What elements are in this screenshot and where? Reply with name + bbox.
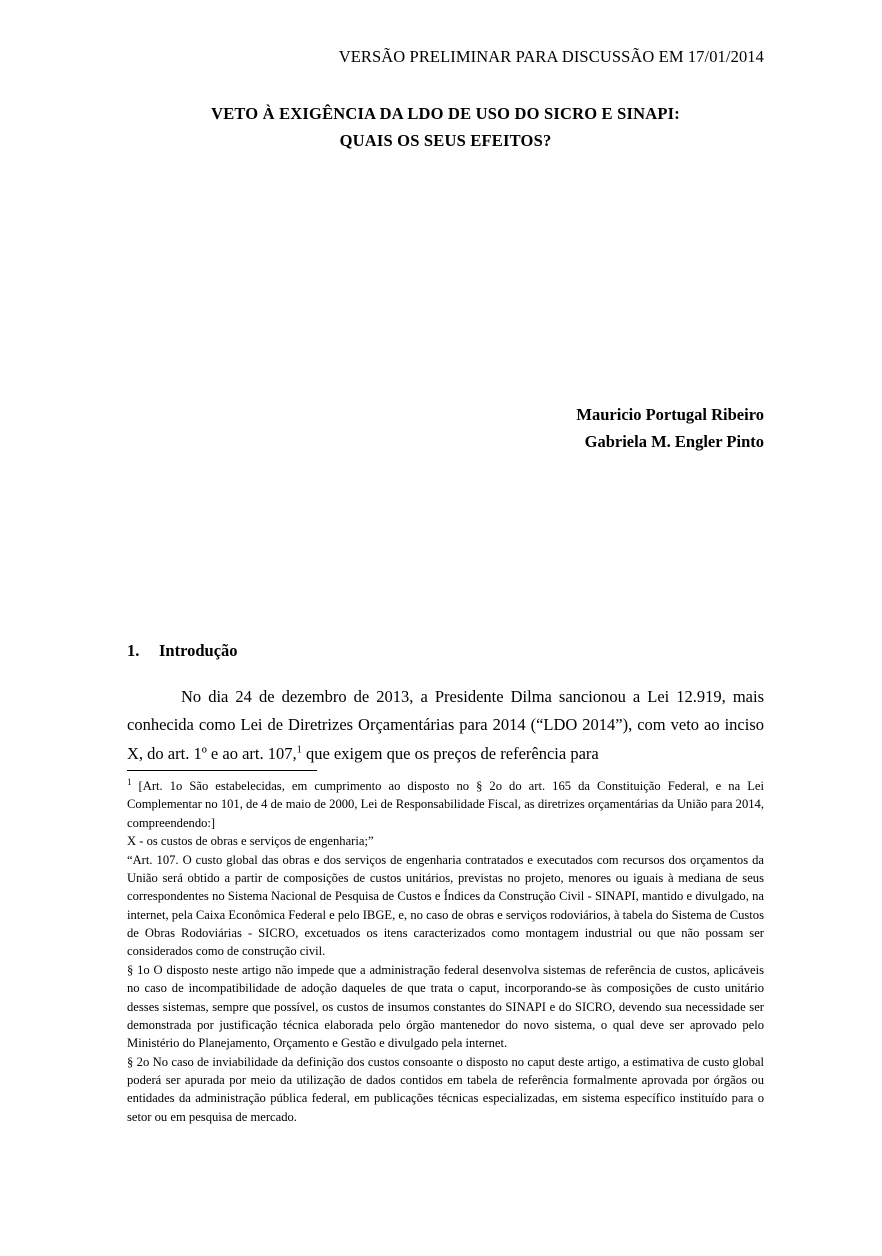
document-header-version-note: VERSÃO PRELIMINAR PARA DISCUSSÃO EM 17/01/2014 (338, 47, 764, 66)
footnote-text: § 2o No caso de inviabilidade da definição dos custos consoante o disposto no caput deste artigo, a estimativa de custo global poderá ser apurada por meio da utilização de dados contidos em tabela de referência formalmente aprovada por órgãos ou entidades da administração pública federal, em publicações técnicas especializadas, em sistema específico instituído para o setor ou em pesquisa de mercado. (127, 1054, 764, 1124)
footnote-area (127, 770, 764, 1126)
footnote-text: “Art. 107. O custo global das obras e dos serviços de engenharia contratados e executados com recursos dos orçamentos da União será obtido a partir de composições de custos unitários, previstas no projeto, menores ou iguais à mediana de seus correspondentes no Sistema Nacional de Pesquisa de Custos e Índices da Construção Civil - SINAPI, mantido e divulgado, na internet, pela Caixa Econômica Federal e pelo IBGE, e, no caso de obras e serviços rodoviários, à tabela do Sistema de Custos de Obras Rodoviárias - SICRO, excetuados os itens caracterizados como montagem industrial ou que não possam ser considerados como de construção civil. (127, 852, 764, 959)
section-heading-introducao (127, 641, 764, 661)
body-paragraph-1 (127, 683, 764, 768)
footnote-text: § 1o O disposto neste artigo não impede que a administração federal desenvolva sistemas de referência de custos, aplicáveis no caso de incompatibilidade de adoção daqueles de que trata o caput, incorporando-se às composições de custo unitário desses sistemas, sempre que possível, os custos de insumos constantes do SINAPI e do SICRO, devendo sua necessidade ser demonstrada por justificação técnica elaborada pelo órgão mantenedor do novo sistema, o qual deve ser aprovado pelo Ministério do Planejamento, Orçamento e Gestão e divulgado pela internet. (127, 962, 764, 1051)
section-number: 1. (127, 640, 140, 660)
document-title-line-1: VETO À EXIGÊNCIA DA LDO DE USO DO SICRO E SINAPI: (211, 104, 680, 123)
footnote-item (127, 832, 764, 850)
footnote-text: X - os custos de obras e serviços de engenharia;” (127, 834, 374, 849)
footnote-marker: 1 (127, 776, 132, 787)
document-title-line-2: QUAIS OS SEUS EFEITOS? (339, 130, 552, 150)
document-content (127, 0, 764, 768)
document-title (127, 101, 764, 154)
footnote-item (127, 777, 764, 832)
author-block (127, 402, 764, 455)
footnote-item (127, 851, 764, 961)
footnote-item (127, 961, 764, 1053)
author-name-2: Gabriela M. Engler Pinto (584, 432, 764, 452)
footnote-reference-1[interactable]: 1 (296, 744, 302, 756)
footnote-separator (127, 770, 317, 771)
footnote-item (127, 1053, 764, 1127)
author-name-1: Mauricio Portugal Ribeiro (576, 405, 764, 425)
section-title: Introdução (159, 640, 238, 660)
body-paragraph-1-text-a: No dia 24 de dezembro de 2013, a Presidente Dilma sancionou a Lei 12.919, mais conhecida como Lei de Diretrizes Orçamentárias para 2014 (“LDO 2014”), com veto ao inciso X, do art. 1º e ao art. 107, (127, 686, 764, 763)
footnote-text: [Art. 1o São estabelecidas, em cumprimento ao disposto no § 2o do art. 165 da Constituição Federal, e na Lei Complementar no 101, de 4 de maio de 2000, Lei de Responsabilidade Fiscal, as diretrizes orçamentárias da União para 2014, compreendendo:] (127, 779, 764, 830)
body-paragraph-1-text-b: que exigem que os preços de referência para (301, 743, 599, 763)
